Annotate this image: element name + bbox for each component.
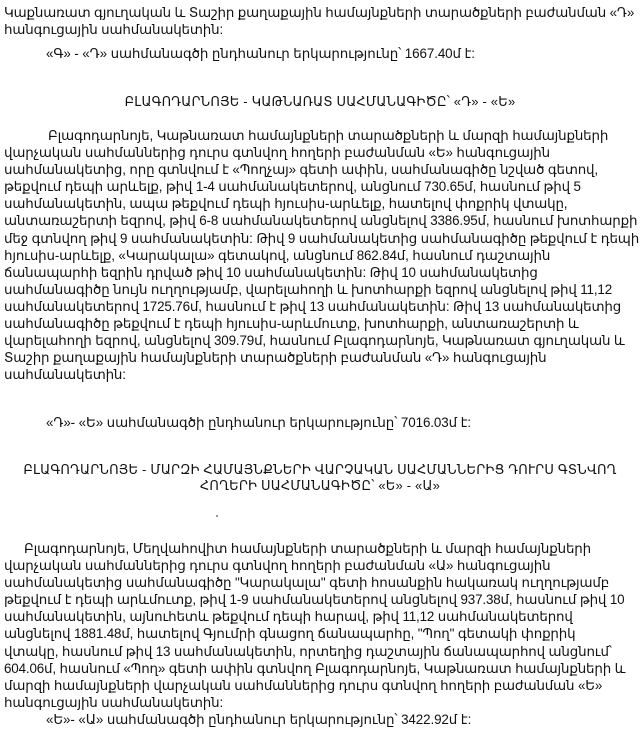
scan-speck bbox=[216, 515, 218, 517]
text-line: Բլագոդարնոյե, Մեղվահովիտ համայնքների տարածքների և մարզի համայնքների bbox=[24, 541, 591, 556]
heading-line: ԲԼԱԳՈԴԱՐՆՈՅԵ - ԿԱԹՆԱՌԱՏ ՍԱՀՄԱՆԱԳԻԾԸ՝ «Դ» - «Ե» bbox=[124, 94, 516, 109]
text-line: սահմանակետից սահմանագիծը "Կարակալա" գետի հոսանքին հակառակ ուղղությամբ bbox=[4, 575, 610, 591]
text-line: վարչական սահմաններից դուրս գտնվող հողերի բաժանման «Ե» հանգուցային bbox=[4, 145, 550, 161]
section-heading-e-a bbox=[0, 462, 640, 494]
text-line: մարզի համայնքների վարչական սահմաններից դուրս գտնվող հողերի բաժանման «Ե» bbox=[4, 677, 603, 693]
heading-line: ԲԼԱԳՈԴԱՐՆՈՅԵ - ՄԱՐԶԻ ՀԱՄԱՅՆՔՆԵՐԻ ՎԱՐՉԱԿԱՆ ՍԱՀՄԱՆՆԵՐԻՑ ԴՈՒՐՍ ԳՏՆՎՈՂ bbox=[23, 462, 617, 477]
text-line: Տաշիր քաղաքային համայնքների տարածքների բաժանման «Դ» հանգուցային bbox=[4, 350, 547, 366]
section-paragraph-e-a bbox=[4, 540, 636, 711]
text-line: թեքվում է դեպի արևմուտք, թիվ 1-9 սահմանակետերով անցնելով 937.38մ, հասնում թիվ 10 bbox=[4, 592, 625, 608]
text-line: թեքվում դեպի արևելք, թիվ 1-4 սահմանակետերով, անցնում 730.65մ, հասնում թիվ 5 bbox=[4, 179, 581, 195]
text-line: վարելահողի եզրով, անցնելով 309.79մ, հասնում Բլագոդարնոյե, Կաթնառատ գյուղական և bbox=[4, 333, 625, 349]
text-line: հանգուցային սահմանակետին: bbox=[4, 22, 224, 38]
text-line: սահմանակետին, այնուհետև թեքվում դեպի հարավ, թիվ 11,12 սահմանակետերով bbox=[4, 609, 573, 625]
heading-line: ՀՈՂԵՐԻ ՍԱՀՄԱՆԱԳԻԾԸ՝ «Ե» - «Ա» bbox=[199, 478, 441, 493]
section-paragraph-d-e bbox=[4, 127, 640, 383]
text-line: սահմանակետին, ապա թեքվում դեպի հյուսիս-արևելք, հատելով փոքրիկ վտակը, bbox=[4, 196, 568, 212]
text-line: 604.06մ, հասնում «Պող» գետի ափին գտնվող Բլագոդարնոյե, Կաթնառատ համայնքների և bbox=[4, 660, 626, 676]
text-line: սահմանակետից, որը գտնվում է «Պողչայ» գետի ափին, սահմանագիծը նշված գետով, bbox=[4, 162, 598, 178]
intro-paragraph bbox=[4, 4, 636, 38]
text-line: ճանապարհի եզրին դրված թիվ 10 սահմանակետին: Թիվ 10 սահմանակետից bbox=[4, 264, 538, 280]
section-heading-d-e bbox=[0, 94, 640, 110]
text-line: սահմանագիծը թեքվում է դեպի հյուսիս-արևմուտք, խոտհարքի, անտառաշերտի և bbox=[4, 316, 579, 332]
text-line: վտակը, հասնում թիվ 13 սահմանակետին, որտեղից դաշտային ճանապարհով անցնում՝ bbox=[4, 643, 612, 659]
segment-total-d-e: «Դ»- «Ե» սահմանագծի ընդհանուր երկարությունը՝ 7016.03մ է: bbox=[46, 415, 472, 430]
text-line: հանգուցային սահմանակետին: bbox=[4, 694, 224, 710]
text-line: սահմանագիծը նույն ուղղությամբ, վարելահողի և խոտհարքի եզրով անցնելով թիվ 11,12 bbox=[4, 281, 612, 297]
text-line: մեջ գտնվող թիվ 9 սահմանակետին: Թիվ 9 սահմանակետից սահմանագիծը թեքվում է դեպի bbox=[4, 230, 640, 246]
text-line: վարչական սահմաններից դուրս գտնվող հողերի բաժանման «Ա» հանգուցային bbox=[4, 558, 551, 574]
segment-total-e-a: «Ե»- «Ա» սահմանագծի ընդհանուր երկարությունը՝ 3422.92մ է: bbox=[46, 712, 472, 727]
text-line: անցնելով 1881.48մ, հատելով Գյումրի գնացող ճանապարհը, "Պող" գետակի փոքրիկ bbox=[4, 626, 576, 642]
text-line: սահմանակետերով 1725.76մ, հասնում է թիվ 13 սահմանակետին: Թիվ 13 սահմանակետից bbox=[4, 298, 622, 314]
text-line: Կաքնառատ գյուղական և Տաշիր քաղաքային համայնքների տարածքների բաժանման «Դ» bbox=[4, 5, 635, 20]
text-line: անտառաշերտի եզրով, թիվ 6-8 սահմանակետերով անցնելով 3386.95մ, հասնում խոտհարքի bbox=[4, 213, 638, 229]
segment-total-g-d: «Գ» - «Դ» սահմանագծի ընդհանուր երկարությունը՝ 1667.40մ է: bbox=[46, 46, 475, 61]
text-line: սահմանակետին: bbox=[4, 367, 126, 383]
text-line: Բլագոդարնոյե, Կաթնառատ համայնքների տարածքների և մարզի համայնքների bbox=[48, 128, 609, 143]
text-line: հյուսիս-արևելք, «Կարակալա» գետակով, անցնում 862.84մ, հասնում դաշտային bbox=[4, 247, 551, 263]
